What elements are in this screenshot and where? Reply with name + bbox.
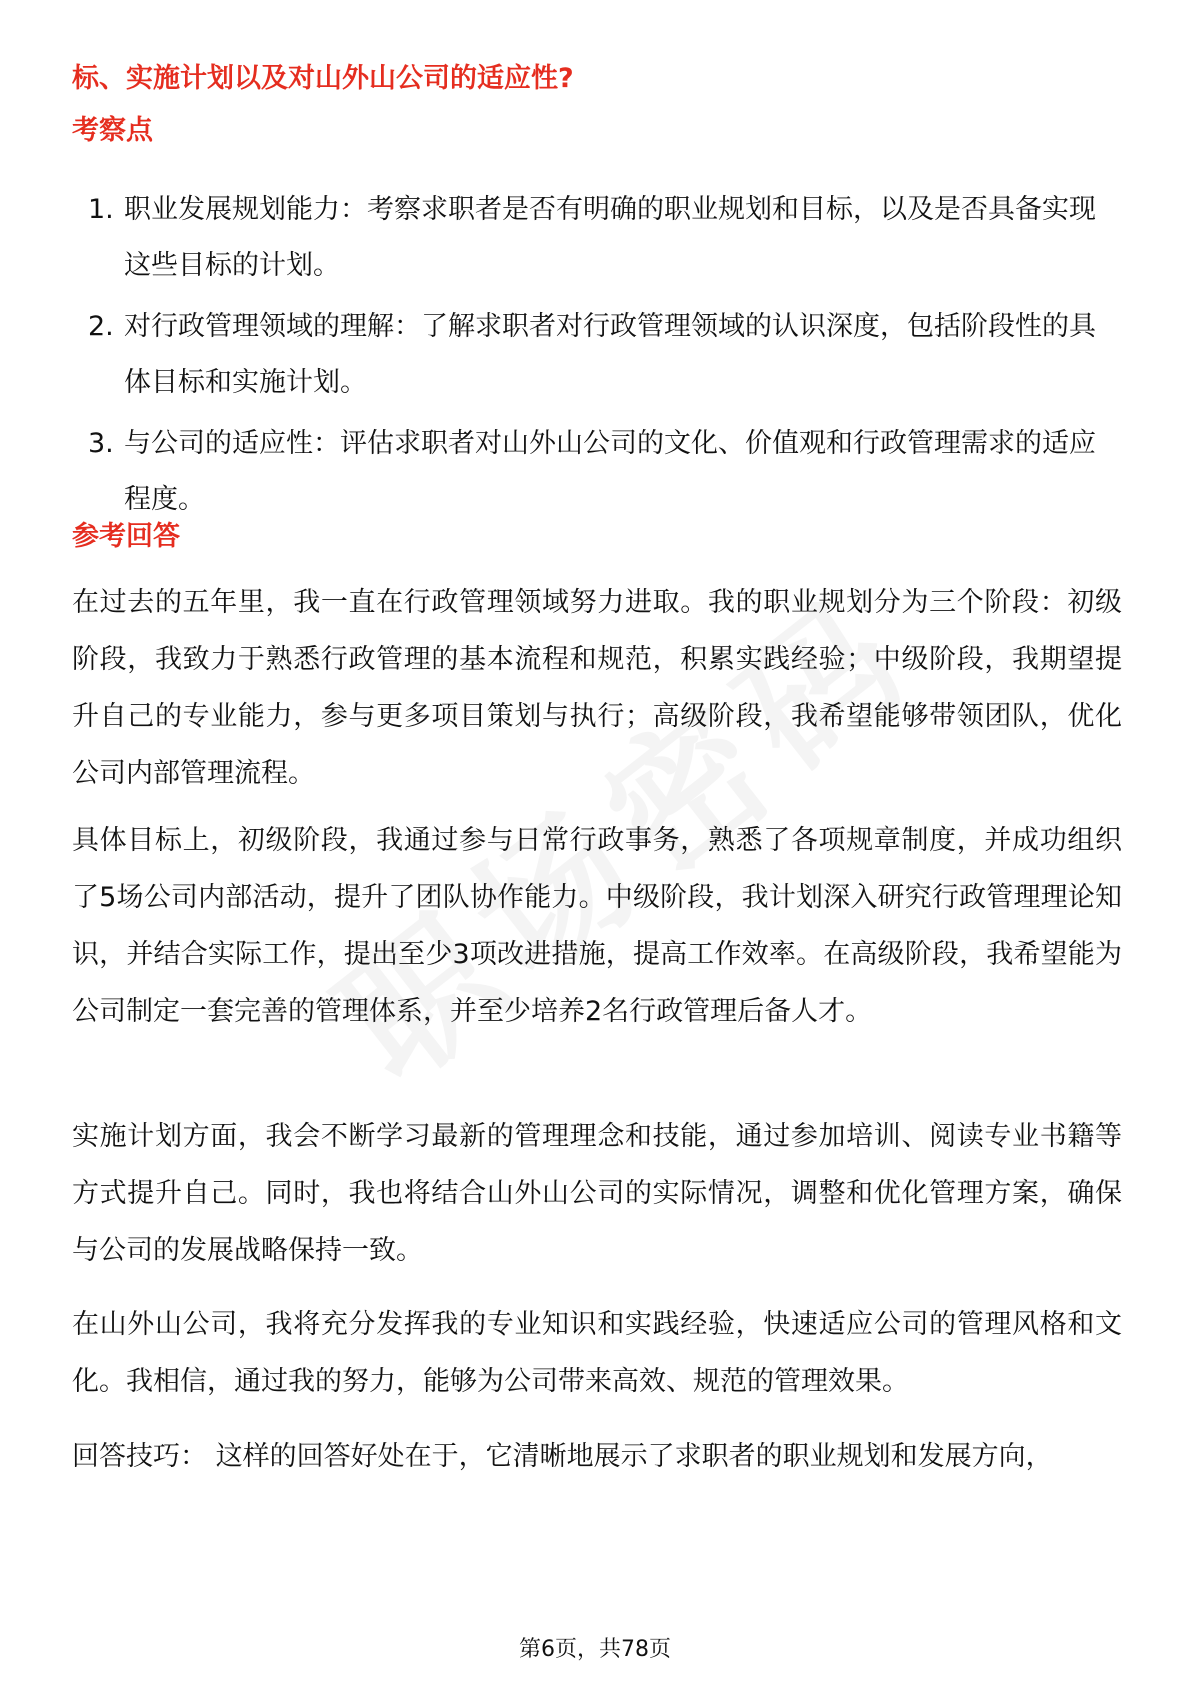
list-number: 3. [88,428,114,459]
answer-paragraph: 具体目标上，初级阶段，我通过参与日常行政事务，熟悉了各项规章制度，并成功组织了5场公司内部活动，提升了团队协作能力。中级阶段，我计划深入研究行政管理理论知识，并结合实际工作，提出至少3项改进措施，提高工作效率。在高级阶段，我希望能为公司制定一套完善的管理体系，并至少培养2名行政管理后备人才。 [72,825,1122,1027]
list-number: 1. [88,194,114,225]
section-heading-exam-points: 考察点 [72,115,153,146]
list-number: 2. [88,311,114,342]
list-item [72,416,1122,528]
answer-paragraph: 实施计划方面，我会不断学习最新的管理理念和技能，通过参加培训、阅读专业书籍等方式提升自己。同时，我也将结合山外山公司的实际情况，调整和优化管理方案，确保与公司的发展战略保持一致。 [72,1121,1122,1266]
answer-paragraph: 在山外山公司，我将充分发挥我的专业知识和实践经验，快速适应公司的管理风格和文化。我相信，通过我的努力，能够为公司带来高效、规范的管理效果。 [72,1309,1122,1397]
list-item-text: 与公司的适应性：评估求职者对山外山公司的文化、价值观和行政管理需求的适应程度。 [124,428,1096,515]
list-item-text: 职业发展规划能力：考察求职者是否有明确的职业规划和目标，以及是否具备实现这些目标的计划。 [124,194,1096,281]
list-item [72,299,1122,411]
list-item-text: 对行政管理领域的理解：了解求职者对行政管理领域的认识深度，包括阶段性的具体目标和实施计划。 [124,311,1096,398]
list-item [72,182,1122,294]
section-heading-reference-answer: 参考回答 [72,521,180,552]
answer-tips-paragraph: 回答技巧： 这样的回答好处在于，它清晰地展示了求职者的职业规划和发展方向， [72,1441,1053,1472]
question-heading-continuation: 标、实施计划以及对山外山公司的适应性? [72,63,574,94]
answer-paragraph: 在过去的五年里，我一直在行政管理领域努力进取。我的职业规划分为三个阶段：初级阶段，我致力于熟悉行政管理的基本流程和规范，积累实践经验；中级阶段，我期望提升自己的专业能力，参与更多项目策划与执行；高级阶段，我希望能够带领团队，优化公司内部管理流程。 [72,587,1122,789]
exam-points-list [72,182,1122,533]
page-number-footer: 第6页，共78页 [519,1637,671,1662]
